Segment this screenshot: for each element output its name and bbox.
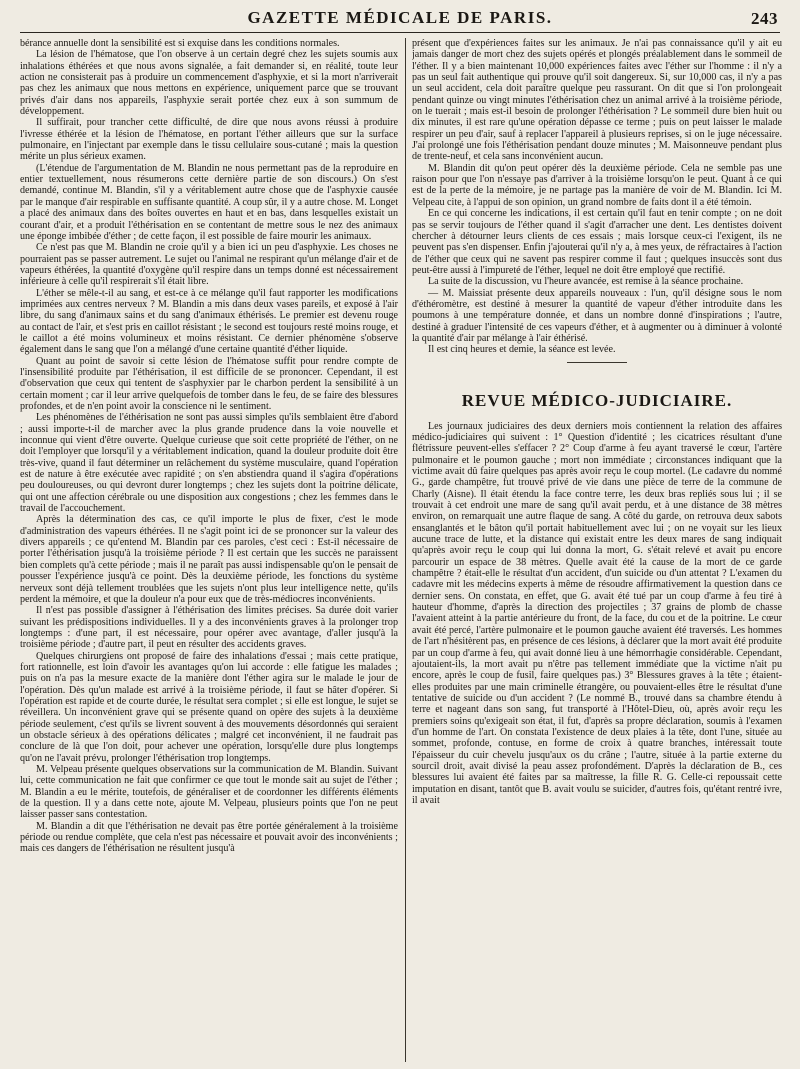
paragraph: La lésion de l'hématose, que l'on observe à un certain degré chez les sujets soumis aux inhalations éthérées et que nous avons signalée, a fait demander si, en réalité, toute leur action ne consisterait pas à produire un commencement d'asphyxie, et si la mort n'arriverait pas chez les animaux que nous mettons en expérience, uniquement parce que se trouvant privés d'air dans nos appareils, l'asphyxie serait portée chez eux à son summum de développement. [20, 49, 398, 118]
paragraph: Il n'est pas possible d'assigner à l'éthérisation des limites précises. Sa durée doit varier suivant les prédispositions individuelles. Il y a des inconvénients graves à la prolonger trop longtemps : d'une part, il est nécessaire, pour opérer avec avantage, d'aller jusqu'à la troisième période ; d'autre part, il peut en résulter des accidents graves. [20, 605, 398, 651]
paragraph: Il est cinq heures et demie, la séance est levée. [428, 344, 616, 356]
paragraph: (L'étendue de l'argumentation de M. Blandin ne nous permettant pas de la reproduire en entier textuellement, nous résumerons cette dernière partie de son discours.) On s'est demandé, continue M. Blandin, s'il y a véritablement autre chose que de l'asphyxie causée par le manque d'air respirable en suffisante quantité. A coup sûr, il y a autre chose. M. Longet a placé des animaux dans des boîtes ouvertes en haut et en bas, dans lesquelles existait un courant d'air, et a produit l'éthérisation en se contentant de mettre sous le nez des animaux une éponge imbibée d'éther ; de cette façon, il est possible de faire mourir les animaux. [20, 162, 398, 242]
paragraph: Quant au point de savoir si cette lésion de l'hématose suffit pour rendre compte de l'insensibilité produite par l'éthérisation, il est difficile de se prononcer. Cependant, il est d'observation que ceux qui tentent de s'asphyxier par le charbon perdent la sensibilité à un certain moment ; car il leur arrive quelquefois de tomber dans le feu, de se faire des blessures profondes, et de n'en point avoir la conscience ni le sentiment. [20, 355, 398, 412]
page-number: 243 [751, 9, 778, 28]
paragraph: M. Blandin dit qu'on peut opérer dès la deuxième période. Cela ne semble pas une raison pour que l'on n'essaye pas d'arriver à la troisième lorsqu'on le peut. Quant à ce qui est de la perte de la mémoire, je ne partage pas la manière de voir de M. Blandin. Ici M. Velpeau cite, à l'appui de son opinion, un grand nombre de faits dont il a été témoin. [412, 162, 782, 208]
page-header [20, 6, 780, 33]
paragraph: Quelques chirurgiens ont proposé de faire des inhalations d'essai ; mais cette pratique, fort rationnelle, est loin d'avoir les avantages qu'on lui accorde : elle fatigue les malades ; puis on n'a pas la mesure exacte de la manière dont l'éther agira sur le malade le jour de l'opération. Dès qu'un malade est arrivé à la troisième période, il faut se hâter d'opérer. Si l'opération est rapide et de courte durée, le résultat sera complet ; si elle est longue, le sujet se réveillera. Un inconvénient grave qui se présente quand on opère des sujets à la deuxième période seulement, c'est qu'ils se livrent souvent à des mouvements désordonnés qui seraient un obstacle sérieux à des opérations délicates ; malgré cet inconvénient, il ne faudrait pas conclure de là que l'on doit, pour achever une opération, lorsqu'elle dure plus longtemps qu'on ne l'avait prévu, prolonger l'éthérisation trop longtemps. [20, 650, 398, 764]
paragraph: La suite de la discussion, vu l'heure avancée, est remise à la séance prochaine. [428, 276, 744, 288]
left-column [20, 38, 398, 1062]
paragraph: Les journaux judiciaires des deux derniers mois contiennent la relation des affaires médico-judiciaires qui suivent : 1° Question d'identité ; les cicatrices résultant d'une flétrissure peuvent-elles s'effacer ? 2° Coup d'arme à feu ayant traversé le cœur, l'artère pulmonaire et le poumon gauche ; mort non immédiate ; circonstances indiquant que la victime avait dû faire quelques pas après avoir reçu le coup mortel. (Le cadavre du nommé G., garde champêtre, fut trouvé privé de vie dans une pièce de terre de la commune de Charly (Aisne). Il était étendu la face contre terre, les deux bras repliés sous lui ; il se trouvait à cet endroit une mare de sang qu'il avait perdu, et à une distance de 38 mètres environ, on remarquait une autre flaque de sang. A côté du garde, on retrouva deux sabots ensanglantés et le bâton qu'il portait habituellement avec lui ; on ne voyait sur les lieux aucune trace de lutte, et la distance qui existait entre les deux mares de sang indiquait qu'après avoir reçu le coup qui lui donna la mort, G. s'était relevé et avait pu encore parcourir un espace de 38 mètres. Quelle avait été la cause de la mort de ce garde champêtre ? était-elle le résultat d'un accident, d'un suicide ou d'un attentat ? L'examen du cadavre mit les médecins experts à même de résoudre affirmativement la question dans ce dernier sens. On constata, en effet, que G. avait été tué par un coup d'arme à feu tiré à hauteur d'homme, d'après la direction des projectiles ; 37 grains de plomb de chasse l'avaient atteint à la partie antérieure du front, de la face, du cou et de la poitrine. Le cœur avait été percé, l'artère pulmonaire et le poumon gauche avaient été traversés. Les hommes de l'art n'hésitèrent pas, en présence de ces lésions, à déclarer que la mort avait été produite par un coup d'arme à feu, qui avait donné lieu à une hémorrhagie considérable. Cependant, ajoutaient-ils, la mort avait pu n'être pas tellement immédiate que la victime n'ait pu encore, après le coup de fusil, faire quelques pas.) 3° Blessures graves à la tête ; étaient-elles produites par une main criminelle étrangère, ou pouvaient-elles être le résultat d'une tentative de suicide ou d'un accident ? (Le nommé B., trouvé dans sa chambre étendu à terre et nageant dans son sang, fut transporté à l'Hôtel-Dieu, où, après avoir reçu les premiers soins qu'exigeait son état, il fut, d'après sa propre déclaration, soumis à l'examen d'un homme de l'art. On constata l'existence de deux plaies à la tête, dont l'une, située au sommet, profonde, contuse, en forme de croix à quatre branches, intéressait toute l'épaisseur du cuir chevelu jusqu'aux os du crâne ; l'autre, située à la partie externe du sourcil droit, avait divisé la peau assez profondément. D'après la déclaration de B., ces blessures lui avaient été faites par sa maîtresse, la fille R. G. Celle-ci repoussait cette imputation en disant, tantôt que B. avait voulu se suicider, d'autres fois, qu'étant rentré ivre, il avait [412, 420, 782, 806]
paragraph: bérance annuelle dont la sensibilité est si exquise dans les conditions normales. [20, 38, 340, 49]
paragraph: — M. Maissiat présente deux appareils nouveaux : l'un, qu'il désigne sous le nom d'éthéromètre, est destiné à mesurer la quantité de vapeur d'éther introduite dans les poumons à une température donnée, et dans un nombre donné d'inspirations ; l'autre, destiné à graduer l'intensité de ces vapeurs d'éther, et à augmenter ou à diminuer à volonté la quantité d'air par mélange à l'air éthérisé. [412, 287, 782, 344]
paragraph: présent que d'expériences faites sur les animaux. Je n'ai pas connaissance qu'il y ait eu jamais danger de mort chez des sujets opérés et plongés préalablement dans le sommeil de l'éther. Il y a bien maintenant 10,000 expériences faites avec l'éther sur l'homme : il n'y a pas un seul fait authentique qui prouve qu'il soit dangereux. Si, sur 10,000 cas, il n'y a pas un seul accident, cela doit paraître quelque peu rassurant. On dit que si l'on prolongeait pendant quinze ou vingt minutes l'éthérisation chez un animal arrivé à la troisième période, on le tuerait ; mais est-il besoin de prolonger l'éthérisation ? Le sommeil dure bien huit ou dix minutes, il est rare qu'une opération dépasse ce terme ; puis on peut laisser le malade respirer un peu d'air, sauf à replacer l'appareil à plusieurs reprises, si on le juge nécessaire. J'ai prolongé une fois l'éthérisation pendant douze minutes ; M. Maisonneuve pendant plus de trente-neuf, et cela sans inconvénient aucun. [412, 38, 782, 163]
paragraph: Ce n'est pas que M. Blandin ne croie qu'il y a bien ici un peu d'asphyxie. Les choses ne pourraient pas se passer autrement. Le sujet ou l'animal ne respirant qu'un mélange d'air et de vapeurs éthérées, la quantité d'oxygène qu'il respire dans un temps donné est nécessairement inférieure à celle qu'il respirerait s'il était libre. [20, 242, 398, 288]
paragraph: Les phénomènes de l'éthérisation ne sont pas aussi simples qu'ils semblaient être d'abord ; aussi importe-t-il de marcher avec la plus grande prudence dans la voie nouvelle et inconnue qui vient d'être ouverte. Quelque curieuse que soit cette propriété de l'éther, on ne doit l'employer que lorsqu'il y a véritablement indication, quand la douleur produite doit être très-vive, quand il faut déterminer un relâchement du système musculaire, quand l'opération est de nature à être exécutée avec rapidité ; on s'en abstiendra quand il s'agira d'opérations peu douloureuses, ou qui devront durer longtemps ; chez les sujets dont la poitrine délicate, qui ont une affection cérébrale ou une disposition aux congestions ; chez les femmes dans le travail de l'accouchement. [20, 412, 398, 515]
paragraph: M. Velpeau présente quelques observations sur la communication de M. Blandin. Suivant lui, cette communication ne fait que confirmer ce que tout le monde sait au sujet de l'éther ; M. Blandin a eu le mérite, toutefois, de généraliser et de coordonner les différents éléments de la question. Il y a dans cette note, ajoute M. Velpeau, plusieurs points que l'on ne peut laisser passer sans contestation. [20, 764, 398, 821]
paragraph: L'éther se mêle-t-il au sang, et est-ce à ce mélange qu'il faut rapporter les modifications imprimées aux centres nerveux ? M. Blandin a mis dans deux vases pareils, et exposé à l'air libre, du sang d'animaux sains et du sang d'animaux éthérisés. Le premier est devenu rouge au contact de l'air, et s'est pris en caillot résistant ; le second est toujours resté moins rouge, et le caillot a été moins volumineux et moins résistant. Ce dernier phénomène s'observe également dans le sang que l'on a mélangé d'une certaine quantité d'éther liquide. [20, 287, 398, 356]
right-column [412, 38, 782, 1062]
column-divider [405, 38, 406, 1062]
paragraph: Après la détermination des cas, ce qu'il importe le plus de fixer, c'est le mode d'administration des vapeurs éthérées. Il ne s'agit point ici de se prononcer sur la valeur des divers appareils ; ce qu'entend M. Blandin par ces paroles, c'est ceci : Est-il nécessaire de porter l'éthérisation jusqu'à la troisième période ? Il est certain que les succès ne paraissent bien complets qu'à cette période ; mais il ne paraît pas aussi indispensable qu'on le pensait de pousser l'expérience jusqu'à ce point. Dès la deuxième période, les fonctions du système nerveux sont déjà tellement troublées que les sujets n'ont plus leur intelligence nette, qu'ils perdent la mémoire, et que la douleur n'a pour eux que de très-médiocres inconvénients. [20, 514, 398, 605]
paragraph: Il suffirait, pour trancher cette difficulté, de dire que nous avons réussi à produire l'ivresse éthérée et la lésion de l'hématose, en portant l'éther ailleurs que sur la surface pulmonaire, en l'injectant par exemple dans le tissu cellulaire sous-cutané ; mais la question mérite un plus sérieux examen. [20, 117, 398, 163]
paragraph: M. Blandin a dit que l'éthérisation ne devait pas être portée généralement à la troisième période ou rendue complète, que cela n'est pas nécessaire et pouvait avoir des inconvénients ; mais ces dangers de l'éthérisation ne résultent jusqu'à [20, 820, 398, 855]
paragraph: En ce qui concerne les indications, il est certain qu'il faut en tenir compte ; on ne doit pas se servir toujours de l'éther quand il s'agit d'arracher une dent. Les dentistes doivent chercher à détourner leurs clients de ces essais ; mais lorsque ceux-ci l'exigent, ils ne peuvent pas s'en dispenser. Enfin j'ajouterai qu'il n'y a, à mes yeux, de réfractaires à l'action de l'éther que ceux qui ne savent pas respirer comme il faut ; quelques insuccès sont dus peut-être aussi à l'impureté de l'éther, lequel ne doit être employé que rectifié. [412, 208, 782, 276]
section-title: REVUE MÉDICO-JUDICIAIRE. [461, 390, 733, 410]
journal-title: GAZETTE MÉDICALE DE PARIS. [247, 8, 553, 27]
section-separator [567, 362, 627, 363]
